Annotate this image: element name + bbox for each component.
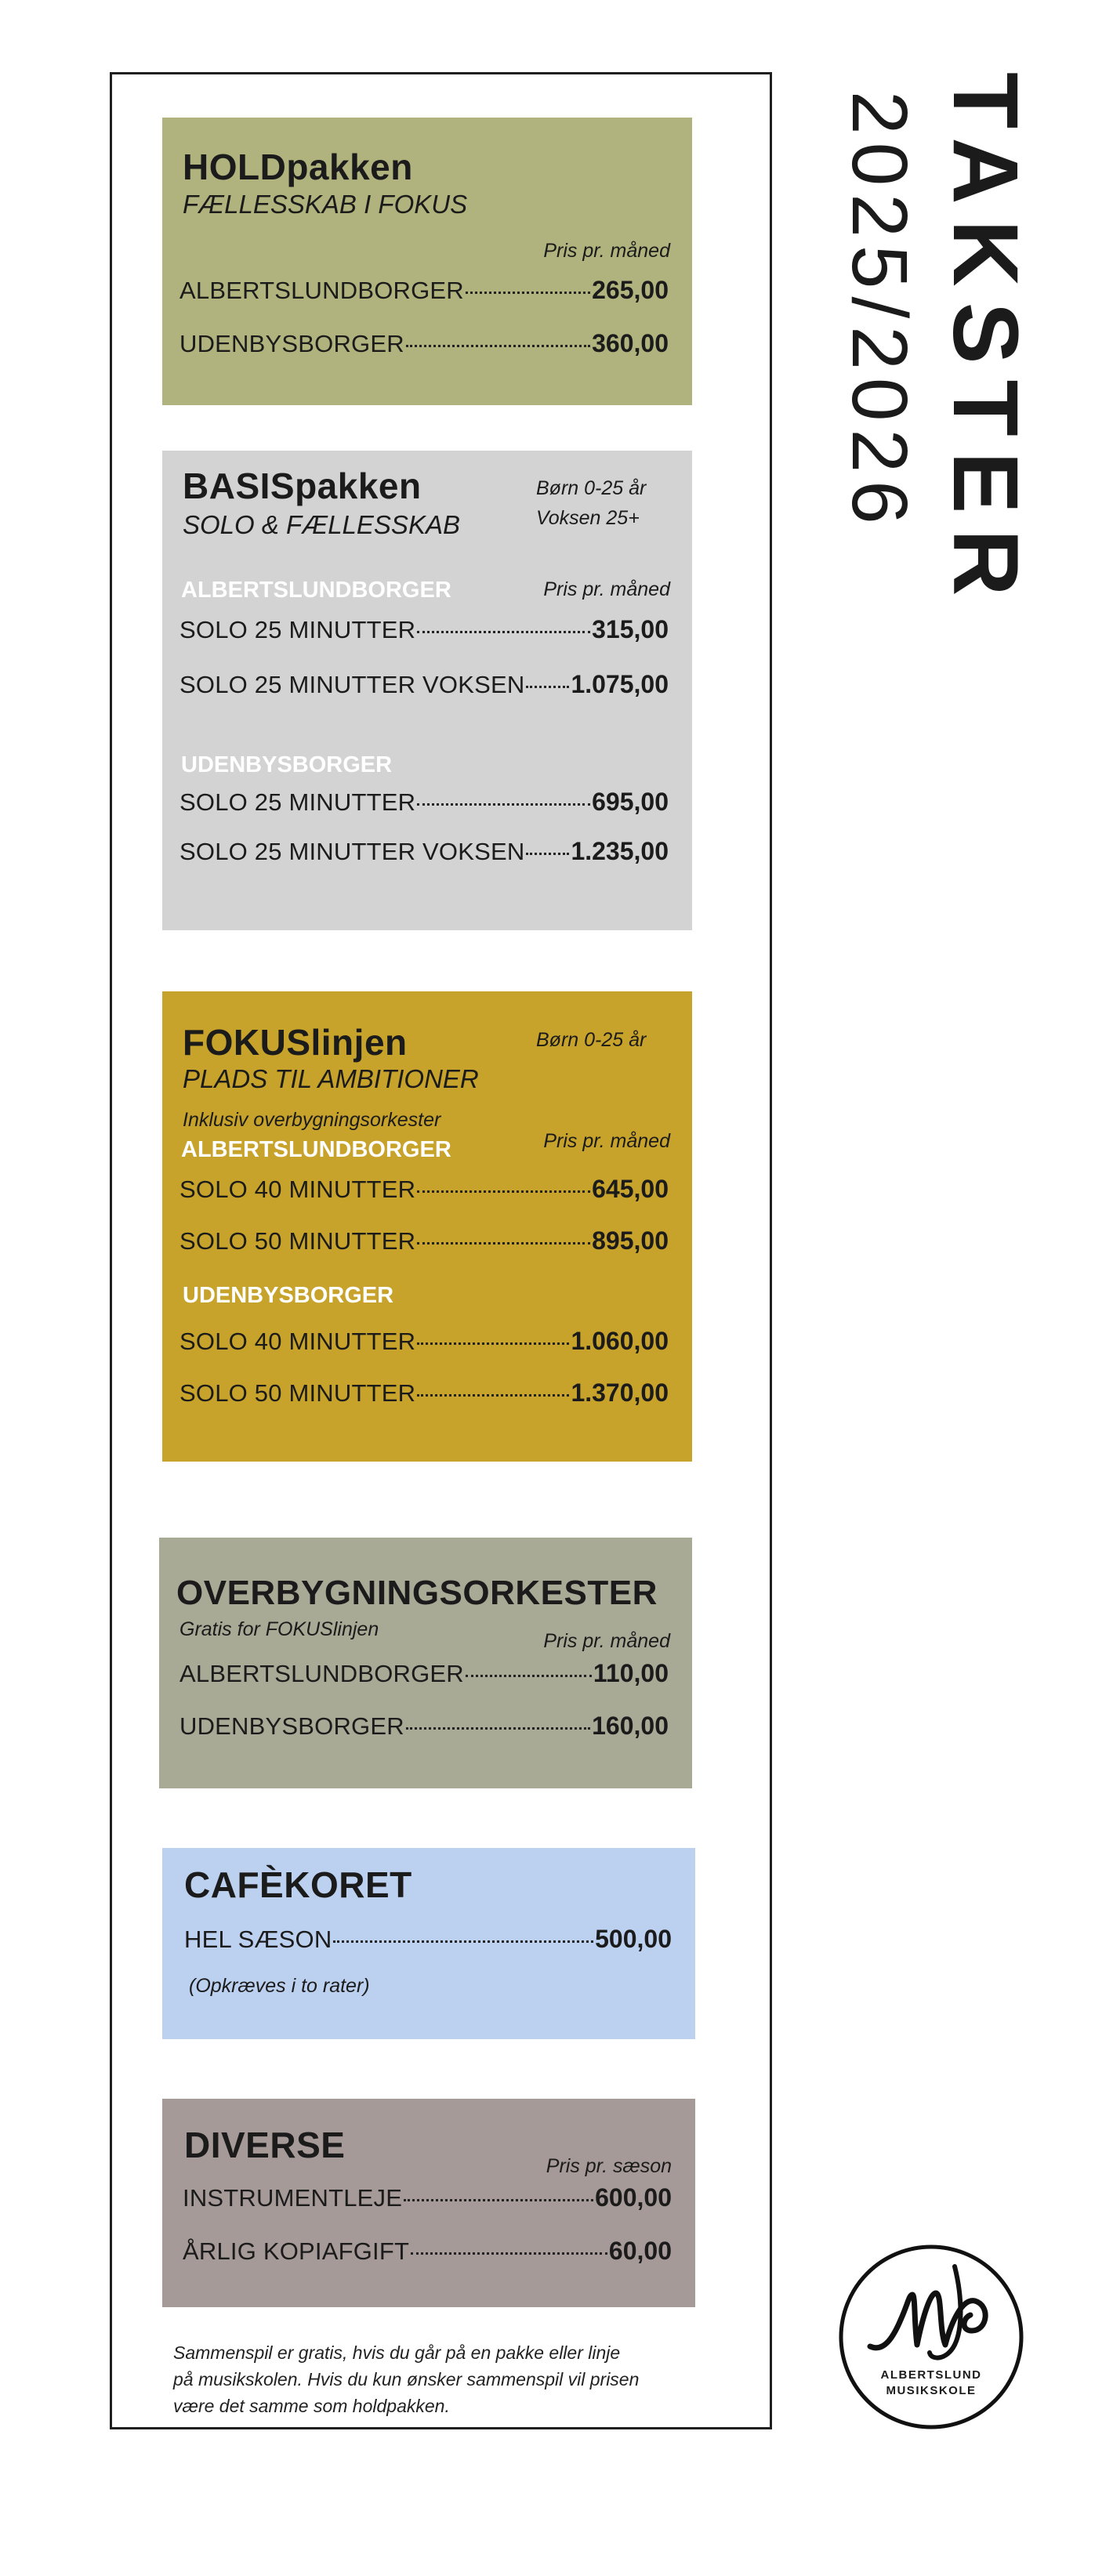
cafekoret-title: CAFÈKORET	[184, 1864, 412, 1905]
section-heading: UDENBYSBORGER	[181, 752, 393, 777]
overbygningsorkester-card	[159, 1538, 692, 1788]
row-label: UDENBYSBORGER	[179, 330, 404, 357]
basispakken-title: BASISpakken	[183, 466, 422, 506]
overbygningsorkester-title: OVERBYGNINGSORKESTER	[176, 1574, 658, 1612]
dot-leader	[526, 686, 569, 688]
dot-leader	[417, 631, 590, 633]
row-label: SOLO 25 MINUTTER VOKSEN	[179, 671, 525, 698]
footer-line: være det samme som holdpakken.	[173, 2396, 450, 2416]
basispakken-subtitle: SOLO & FÆLLESSKAB	[183, 510, 460, 539]
row-label: UDENBYSBORGER	[179, 1712, 404, 1740]
overbygningsorkester-subtitle: Gratis for FOKUSlinjen	[179, 1618, 379, 1640]
price-row	[179, 1327, 669, 1356]
row-price: 1.235,00	[571, 837, 669, 865]
dot-leader	[526, 853, 569, 855]
price-row	[183, 2183, 672, 2212]
price-note: Pris pr. måned	[543, 1630, 670, 1652]
cafekoret-card	[162, 1848, 695, 2039]
row-price: 160,00	[592, 1712, 669, 1740]
basispakken-card	[162, 451, 692, 930]
age-note: Børn 0-25 år	[536, 1029, 647, 1051]
row-label: ÅRLIG KOPIAFGIFT	[183, 2237, 410, 2265]
dot-leader	[333, 1940, 593, 1943]
footer-note	[173, 2339, 639, 2419]
price-row	[179, 615, 669, 644]
price-row	[179, 1659, 669, 1688]
age-note: Børn 0-25 år	[536, 477, 647, 499]
price-note: Pris pr. sæson	[546, 2155, 672, 2177]
row-price: 315,00	[592, 615, 669, 643]
price-row	[179, 788, 669, 817]
price-note: Pris pr. måned	[543, 1130, 670, 1152]
year-heading: 2025/2026	[836, 91, 923, 532]
row-price: 60,00	[608, 2237, 672, 2265]
dot-leader	[411, 2252, 607, 2255]
musikskole-logo-icon	[837, 2243, 1025, 2431]
section-heading: UDENBYSBORGER	[183, 1283, 394, 1308]
fokuslinjen-card	[162, 991, 692, 1462]
payment-note: (Opkræves i to rater)	[189, 1975, 370, 1997]
dot-leader	[466, 292, 590, 294]
price-row	[179, 329, 669, 358]
row-label: SOLO 25 MINUTTER	[179, 788, 416, 816]
row-label: SOLO 50 MINUTTER	[179, 1227, 416, 1255]
takster-heading: TAKSTER	[934, 72, 1037, 612]
row-label: SOLO 50 MINUTTER	[179, 1379, 416, 1407]
row-price: 600,00	[595, 2183, 672, 2212]
price-row	[179, 1226, 669, 1255]
row-price: 1.060,00	[571, 1327, 669, 1355]
row-price: 695,00	[592, 788, 669, 816]
row-label: SOLO 40 MINUTTER	[179, 1328, 416, 1355]
diverse-title: DIVERSE	[184, 2125, 346, 2165]
price-note: Pris pr. måned	[543, 578, 670, 600]
dot-leader	[417, 1242, 590, 1245]
dot-leader	[417, 1394, 569, 1397]
row-price: 895,00	[592, 1226, 669, 1255]
row-label: SOLO 25 MINUTTER	[179, 616, 416, 643]
row-label: HEL SÆSON	[184, 1926, 332, 1953]
section-heading: ALBERTSLUNDBORGER	[181, 1137, 451, 1162]
row-price: 360,00	[592, 329, 669, 357]
dot-leader	[406, 1727, 590, 1730]
price-row	[184, 1925, 672, 1954]
logo-line: MUSIKSKOLE	[886, 2384, 977, 2397]
dot-leader	[417, 803, 590, 806]
holdpakken-card	[162, 118, 692, 405]
row-label: ALBERTSLUNDBORGER	[179, 1660, 464, 1687]
footer-line: Sammenspil er gratis, hvis du går på en pakke eller linje	[173, 2342, 621, 2363]
section-heading: ALBERTSLUNDBORGER	[181, 578, 451, 603]
row-price: 110,00	[593, 1659, 669, 1687]
price-row	[183, 2237, 672, 2266]
price-row	[179, 1175, 669, 1204]
holdpakken-subtitle: FÆLLESSKAB I FOKUS	[183, 190, 468, 219]
price-row	[179, 1712, 669, 1741]
holdpakken-title: HOLDpakken	[183, 147, 413, 187]
musikskole-logo	[837, 2243, 1025, 2431]
dot-leader	[466, 1675, 592, 1677]
logo-line: ALBERTSLUND	[880, 2368, 982, 2382]
row-price: 1.370,00	[571, 1379, 669, 1407]
row-price: 265,00	[592, 276, 669, 304]
row-label: SOLO 25 MINUTTER VOKSEN	[179, 838, 525, 865]
inclusive-note: Inklusiv overbygningsorkester	[183, 1109, 441, 1131]
row-label: ALBERTSLUNDBORGER	[179, 277, 464, 304]
fokuslinjen-title: FOKUSlinjen	[183, 1022, 408, 1063]
dot-leader	[404, 2199, 593, 2201]
fokuslinjen-subtitle: PLADS TIL AMBITIONER	[183, 1064, 479, 1093]
price-row	[179, 1379, 669, 1408]
row-label: SOLO 40 MINUTTER	[179, 1176, 416, 1203]
row-price: 645,00	[592, 1175, 669, 1203]
footer-line: på musikskolen. Hvis du kun ønsker sammenspil vil prisen	[173, 2369, 640, 2389]
row-price: 500,00	[595, 1925, 672, 1953]
row-price: 1.075,00	[571, 670, 669, 698]
diverse-card	[162, 2099, 695, 2307]
price-row	[179, 670, 669, 699]
dot-leader	[417, 1190, 590, 1193]
row-label: INSTRUMENTLEJE	[183, 2184, 403, 2212]
age-note: Voksen 25+	[536, 507, 640, 529]
price-row	[179, 276, 669, 305]
dot-leader	[406, 345, 590, 347]
price-note: Pris pr. måned	[543, 240, 670, 262]
dot-leader	[417, 1342, 569, 1345]
price-row	[179, 837, 669, 866]
